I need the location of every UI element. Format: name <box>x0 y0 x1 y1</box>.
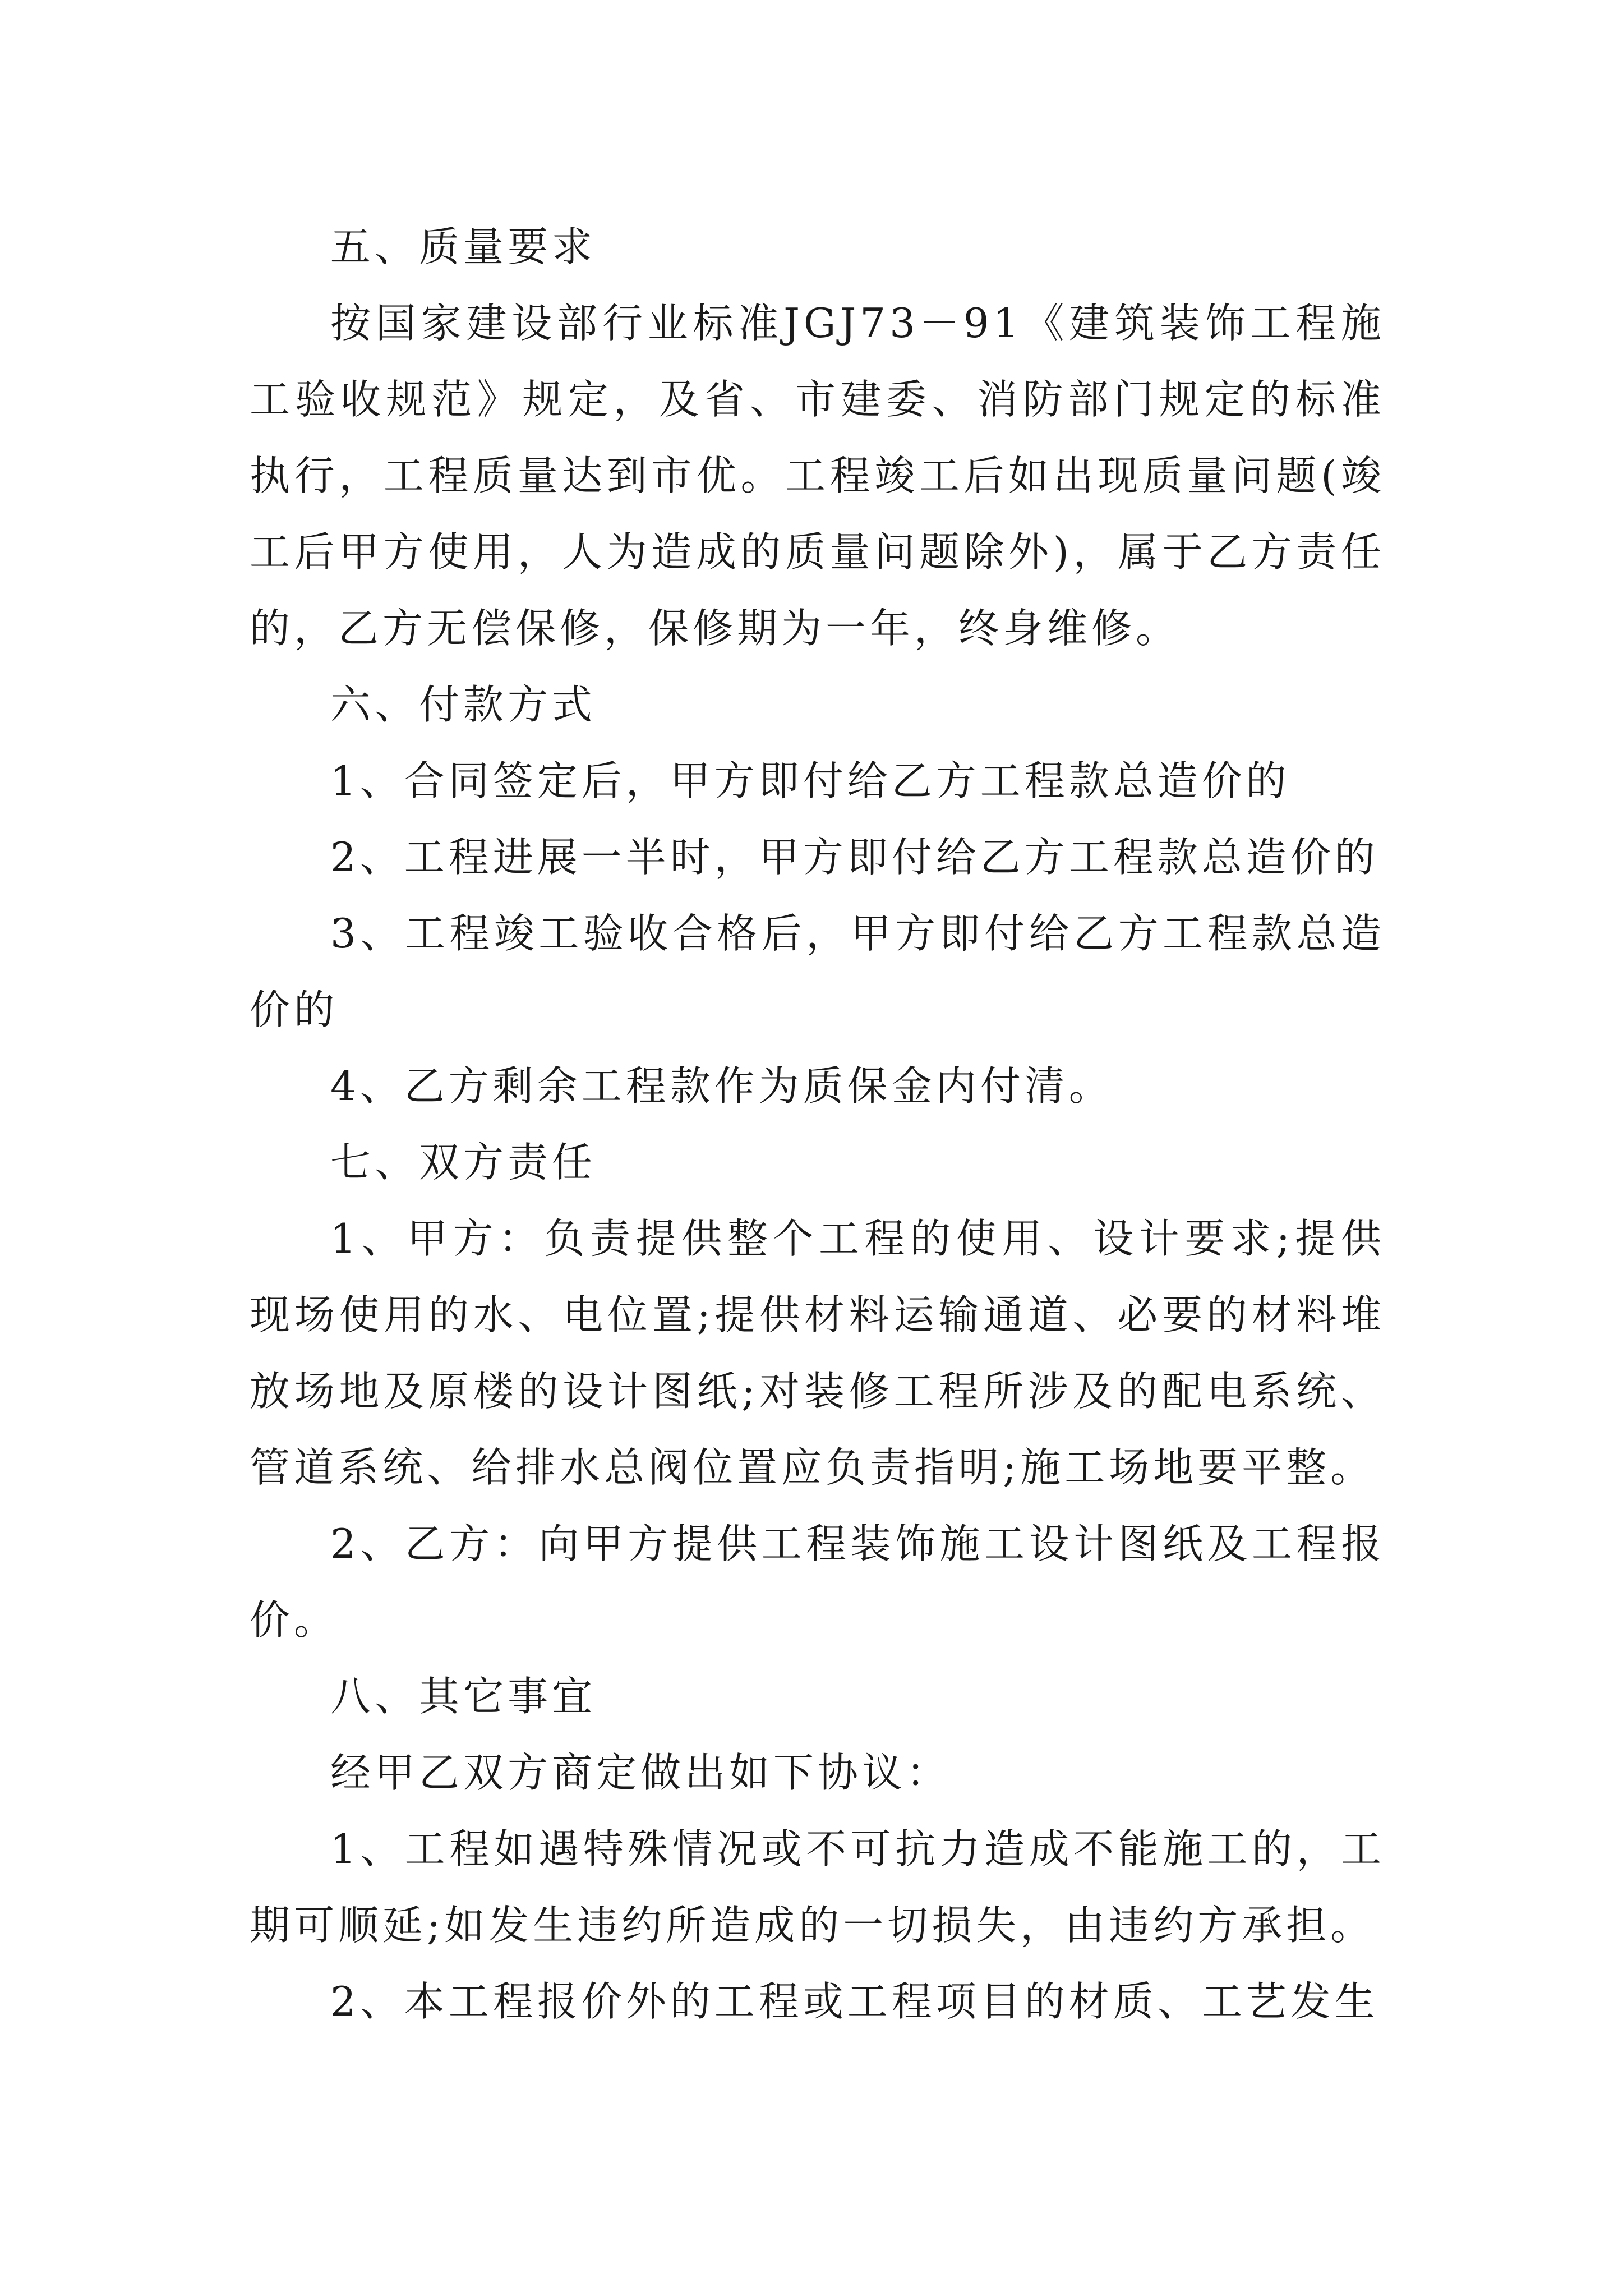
payment-item-2: 2、工程进展一半时，甲方即付给乙方工程款总造价的 <box>330 834 1379 881</box>
section-heading-responsibilities: 七、双方责任 <box>330 1139 597 1186</box>
payment-item-3: 3、工程竣工验收合格后，甲方即付给乙方工程款总造价的 <box>250 910 1385 1033</box>
agreement-intro: 经甲乙双方商定做出如下协议： <box>330 1749 951 1796</box>
payment-item-1: 1、合同签定后，甲方即付给乙方工程款总造价的 <box>330 757 1290 804</box>
other-matter-item-2: 2、本工程报价外的工程或工程项目的材质、工艺发生 <box>330 1978 1379 2025</box>
paragraph-quality-standard: 按国家建设部行业标准JGJ73－91《建筑装饰工程施工验收规范》规定，及省、市建委、消防部门规定的标准执行，工程质量达到市优。工程竣工后如出现质量问题(竣工后甲方使用，人为造成的质量问题除外)，属于乙方责任的，乙方无偿保修，保修期为一年，终身维修。 <box>250 300 1385 652</box>
other-matter-item-1: 1、工程如遇特殊情况或不可抗力造成不能施工的，工期可顺延;如发生违约所造成的一切损失，由违约方承担。 <box>250 1825 1385 1949</box>
section-heading-other-matters: 八、其它事宜 <box>330 1673 597 1720</box>
document-body <box>250 209 1385 2040</box>
responsibility-party-b: 2、乙方：向甲方提供工程装饰施工设计图纸及工程报价。 <box>250 1520 1385 1644</box>
responsibility-party-a: 1、甲方：负责提供整个工程的使用、设计要求;提供现场使用的水、电位置;提供材料运输通道、必要的材料堆放场地及原楼的设计图纸;对装修工程所涉及的配电系统、管道系统、给排水总阀位置应负责指明;施工场地要平整。 <box>250 1215 1385 1491</box>
section-heading-quality: 五、质量要求 <box>330 223 597 270</box>
section-heading-payment: 六、付款方式 <box>330 681 597 728</box>
payment-item-4: 4、乙方剩余工程款作为质保金内付清。 <box>330 1062 1113 1110</box>
